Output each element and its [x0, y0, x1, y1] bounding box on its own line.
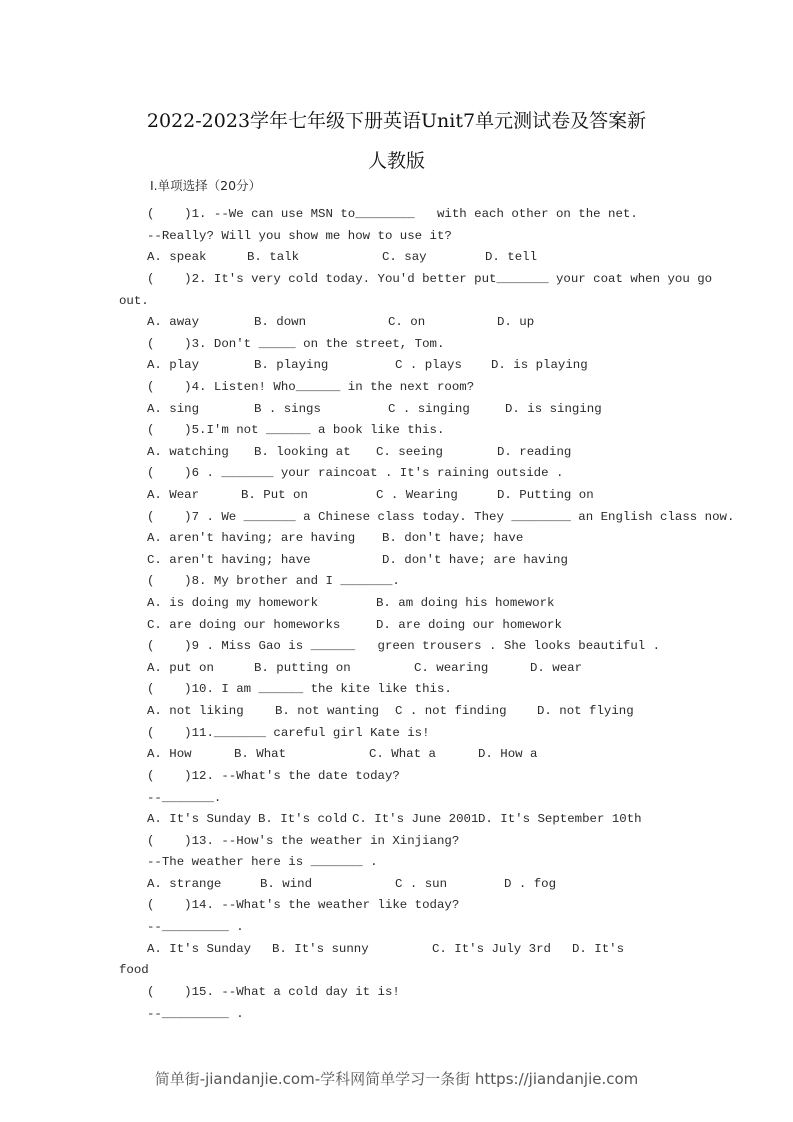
answer-option: C. on: [388, 315, 426, 329]
question-line: ( )9 . Miss Gao is ______ green trousers . She looks beautiful .: [147, 639, 661, 653]
question-line: ( )4. Listen! Who______ in the next room?: [147, 380, 475, 394]
answer-option: C. are doing our homeworks: [147, 618, 341, 632]
answer-option: A. speak: [147, 250, 207, 264]
answer-option: B. not wanting: [275, 704, 380, 718]
answer-option: C. seeing: [376, 445, 443, 459]
answer-option: C. It's July 3rd: [432, 942, 551, 956]
answer-option: C . plays: [395, 358, 462, 372]
answer-option: A. play: [147, 358, 200, 372]
document-title-line-2: 人教版: [367, 150, 425, 172]
answer-option: D. up: [497, 315, 535, 329]
question-line: out.: [119, 294, 149, 308]
question-line: ( )12. --What's the date today?: [147, 769, 400, 783]
question-line: ( )15. --What a cold day it is!: [147, 985, 400, 999]
answer-option: B . sings: [254, 402, 321, 416]
question-line: --Really? Will you show me how to use it?: [147, 229, 452, 243]
answer-option: A. Wear: [147, 488, 200, 502]
answer-option: C. What a: [369, 747, 436, 761]
answer-option: A. strange: [147, 877, 222, 891]
answer-option: C. say: [382, 250, 427, 264]
answer-option: B. am doing his homework: [376, 596, 555, 610]
answer-option: A. aren't having; are having: [147, 531, 356, 545]
answer-option: A. How: [147, 747, 192, 761]
question-line: --_______.: [147, 791, 222, 805]
answer-option: A. not liking: [147, 704, 244, 718]
answer-option: B. Put on: [241, 488, 308, 502]
answer-option: C . singing: [388, 402, 470, 416]
answer-option: D. is playing: [491, 358, 588, 372]
question-line: ( )7 . We _______ a Chinese class today. They ________ an English class now.: [147, 510, 735, 524]
answer-option: B. It's cold: [258, 812, 348, 826]
answer-option: B. looking at: [254, 445, 351, 459]
question-line: ( )14. --What's the weather like today?: [147, 898, 460, 912]
answer-option: D. How a: [478, 747, 538, 761]
answer-option: A. put on: [147, 661, 214, 675]
answer-option: D. not flying: [537, 704, 634, 718]
question-line: food: [119, 963, 149, 977]
question-line: ( )2. It's very cold today. You'd better put_______ your coat when you go: [147, 272, 713, 286]
answer-option: D. is singing: [505, 402, 602, 416]
answer-option: A. sing: [147, 402, 200, 416]
answer-option: D. reading: [497, 445, 572, 459]
answer-option: D. tell: [485, 250, 538, 264]
answer-option: A. watching: [147, 445, 229, 459]
answer-option: D. don't have; are having: [382, 553, 568, 567]
question-line: ( )13. --How's the weather in Xinjiang?: [147, 834, 460, 848]
answer-option: B. down: [254, 315, 307, 329]
answer-option: D. wear: [530, 661, 583, 675]
answer-option: D. It's September 10th: [478, 812, 642, 826]
answer-option: C . not finding: [395, 704, 507, 718]
question-line: ( )6 . _______ your raincoat . It's raining outside .: [147, 466, 564, 480]
question-line: ( )10. I am ______ the kite like this.: [147, 682, 452, 696]
answer-option: B. talk: [247, 250, 300, 264]
document-title-line-1: 2022-2023学年七年级下册英语Unit7单元测试卷及答案新: [146, 110, 647, 132]
question-line: --The weather here is _______ .: [147, 855, 378, 869]
answer-option: B. wind: [260, 877, 313, 891]
answer-option: C. aren't having; have: [147, 553, 311, 567]
section-heading: I.单项选择（20分）: [150, 178, 262, 193]
question-line: ( )8. My brother and I _______.: [147, 574, 400, 588]
question-line: --_________ .: [147, 1007, 244, 1021]
answer-option: C . Wearing: [376, 488, 458, 502]
answer-option: B. don't have; have: [382, 531, 524, 545]
answer-option: A. is doing my homework: [147, 596, 319, 610]
answer-option: C. wearing: [414, 661, 489, 675]
footer-watermark: 简单街-jiandanjie.com-学科网简单学习一条街 https://jiandanjie.com: [154, 1070, 639, 1088]
answer-option: A. away: [147, 315, 200, 329]
answer-option: C . sun: [395, 877, 448, 891]
answer-option: A. It's Sunday: [147, 812, 252, 826]
answer-option: D . fog: [504, 877, 557, 891]
answer-option: D. It's: [572, 942, 625, 956]
answer-option: C. It's June 2001: [352, 812, 479, 826]
answer-option: B. It's sunny: [272, 942, 369, 956]
answer-option: A. It's Sunday: [147, 942, 252, 956]
answer-option: B. playing: [254, 358, 329, 372]
answer-option: D. Putting on: [497, 488, 594, 502]
question-line: ( )5.I'm not ______ a book like this.: [147, 423, 445, 437]
question-line: ( )3. Don't _____ on the street, Tom.: [147, 337, 445, 351]
question-line: ( )1. --We can use MSN to________ with each other on the net.: [147, 207, 638, 221]
question-line: ( )11._______ careful girl Kate is!: [147, 726, 430, 740]
answer-option: B. putting on: [254, 661, 351, 675]
question-line: --_________ .: [147, 920, 244, 934]
answer-option: D. are doing our homework: [376, 618, 562, 632]
answer-option: B. What: [234, 747, 287, 761]
